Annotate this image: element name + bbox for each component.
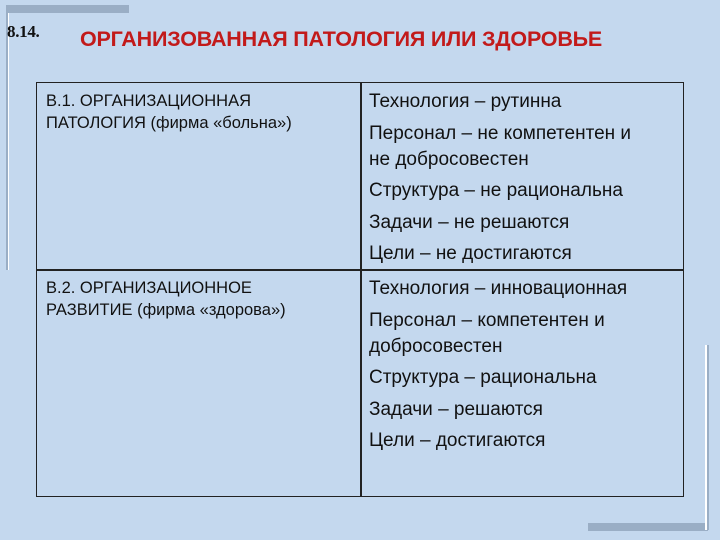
table-row-1-heading [46, 90, 356, 134]
heading-line: В.1. ОРГАНИЗАЦИОННАЯ [46, 92, 252, 110]
table-row-2-characteristics [369, 276, 681, 460]
list-item [369, 241, 681, 267]
list-item-text: Персонал – не компетентен и [369, 122, 632, 144]
list-item-text: добросовестен [369, 335, 503, 357]
list-item-text: Технология – инновационная [369, 278, 628, 299]
list-item [369, 365, 681, 391]
heading-line: В.2. ОРГАНИЗАЦИОННОЕ [46, 279, 252, 297]
slide-number: 8.14. [7, 22, 40, 41]
table-row-2-heading [46, 277, 356, 321]
list-item [369, 121, 681, 173]
list-item-text: Структура – рациональна [369, 367, 597, 388]
heading-line: ПАТОЛОГИЯ (фирма «больна») [46, 114, 292, 132]
list-item-text: Задачи – не решаются [369, 211, 570, 233]
list-item [369, 276, 681, 302]
table-column-divider [360, 83, 362, 496]
list-item-text: Технология – рутинна [369, 91, 562, 112]
list-item [369, 308, 681, 360]
list-item [369, 210, 681, 236]
list-item [369, 428, 681, 454]
list-item-text: Цели – достигаются [369, 430, 546, 451]
list-item-text: Персонал – компетентен и [369, 309, 605, 331]
list-item-text: Задачи – решаются [369, 398, 543, 420]
list-item [369, 397, 681, 423]
slide-title: ОРГАНИЗОВАННАЯ ПАТОЛОГИЯ ИЛИ ЗДОРОВЬЕ [80, 27, 603, 51]
list-item-text: Структура – не рациональна [369, 180, 623, 201]
list-item [369, 89, 681, 115]
table-row-1-characteristics [369, 89, 681, 273]
decorative-bar-top [6, 5, 129, 13]
list-item [369, 178, 681, 204]
comparison-table [36, 82, 684, 497]
decorative-bar-left [6, 13, 9, 270]
list-item-text: не добросовестен [369, 148, 529, 170]
decorative-bar-right [705, 345, 709, 530]
list-item-text: Цели – не достигаются [369, 243, 572, 264]
heading-line: РАЗВИТИЕ (фирма «здорова») [46, 301, 286, 319]
decorative-bar-bottom [588, 523, 708, 531]
